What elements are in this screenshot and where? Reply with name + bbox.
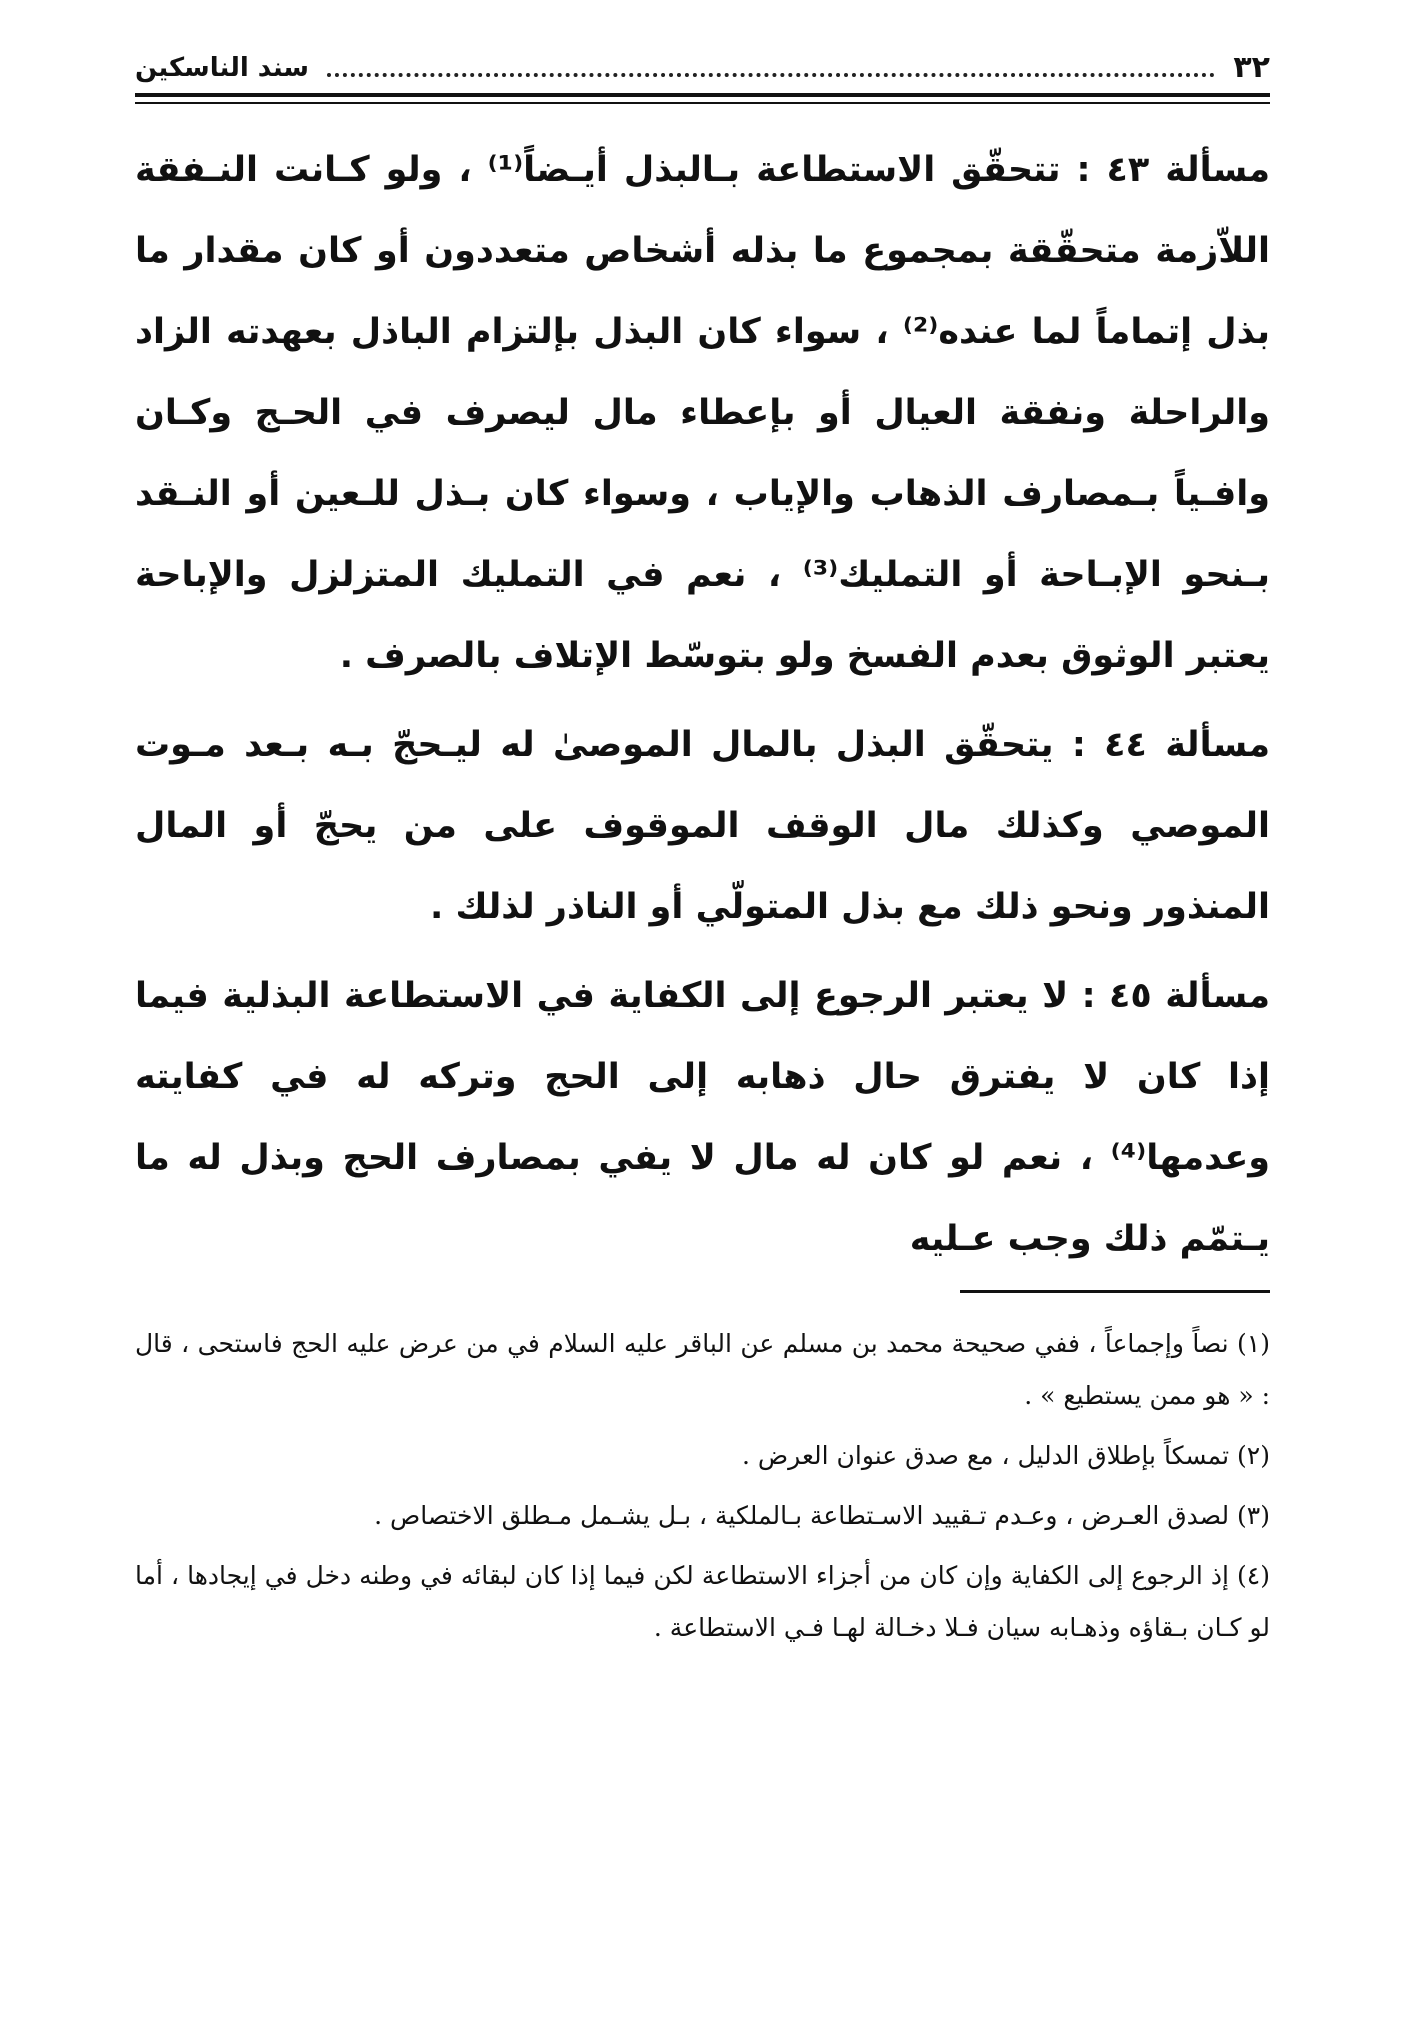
footnote-4: (٤) إذ الرجوع إلى الكفاية وإن كان من أجزاء الاستطاعة لكن فيما إذا كان لبقائه في وطنه دخل في إيجادها ، أما لو كـان بـقاؤه وذهـابه سيان فـلا دخـالة لهـا فـي الاستطاعة .: [135, 1561, 1270, 1642]
issue-44-paragraph: [135, 705, 1270, 948]
footnote-separator: [960, 1290, 1270, 1293]
page-number: ٣٢: [1233, 50, 1270, 85]
issue-43-paragraph: [135, 130, 1270, 697]
footnote-2: (٢) تمسكاً بإطلاق الدليل ، مع صدق عنوان العرض .: [742, 1441, 1270, 1470]
page-header: [135, 42, 1270, 86]
issue-43-heading: مسألة ٤٣ :: [1076, 150, 1271, 190]
issue-43-text: تتحقّق الاستطاعة بـالبذل أيـضاً⁽¹⁾ ، ولو كـانت النـفقة اللاّزمة متحقّقة بمجموع ما بذله أشخاص متعددون أو كان مقدار ما بذل إتماماً لما عنده⁽²⁾ ، سواء كان البذل بإلتزام الباذل بعهدته الزاد والراحلة ونفقة العيال أو بإعطاء مال ليصرف في الحـج وكـان وافـياً بـمصارف الذهاب والإياب ، وسواء كان بـذل للـعين أو النـقد بـنحو الإبـاحة أو التمليك⁽³⁾ ، نعم في التمليك المتزلزل والإباحة يعتبر الوثوق بعدم الفسخ ولو بتوسّط الإتلاف بالصرف .: [135, 150, 1270, 676]
main-text: [135, 130, 1270, 1288]
running-title: سند الناسكين: [135, 53, 310, 83]
issue-44-text: يتحقّق البذل بالمال الموصىٰ له ليـحجّ بـه بـعد مـوت الموصي وكذلك مال الوقف الموقوف على من يحجّ أو المال المنذور ونحو ذلك مع بذل المتولّي أو الناذر لذلك .: [135, 725, 1270, 927]
footnotes: [135, 1318, 1270, 1662]
issue-45-paragraph: [135, 956, 1270, 1280]
header-rule-thick: [135, 93, 1270, 97]
footnote-3: (٣) لصدق العـرض ، وعـدم تـقييد الاسـتطاعة بـالملكية ، بـل يشـمل مـطلق الاختصاص .: [374, 1501, 1270, 1530]
issue-45-heading: مسألة ٤٥ :: [1081, 976, 1271, 1016]
header-dotted-leader: [327, 73, 1215, 77]
header-rule-thin: [135, 102, 1270, 104]
issue-44-heading: مسألة ٤٤ :: [1071, 725, 1271, 765]
footnote-1: (١) نصاً وإجماعاً ، ففي صحيحة محمد بن مسلم عن الباقر عليه السلام في من عرض عليه الحج فاستحى ، قال : « هو ممن يستطيع » .: [135, 1329, 1270, 1410]
issue-45-text: لا يعتبر الرجوع إلى الكفاية في الاستطاعة البذلية فيما إذا كان لا يفترق حال ذهابه إلى الحج وتركه له في كفايته وعدمها⁽⁴⁾ ، نعم لو كان له مال لا يفي بمصارف الحج وبذل له ما يـتمّم ذلك وجب عـليه: [135, 976, 1270, 1259]
